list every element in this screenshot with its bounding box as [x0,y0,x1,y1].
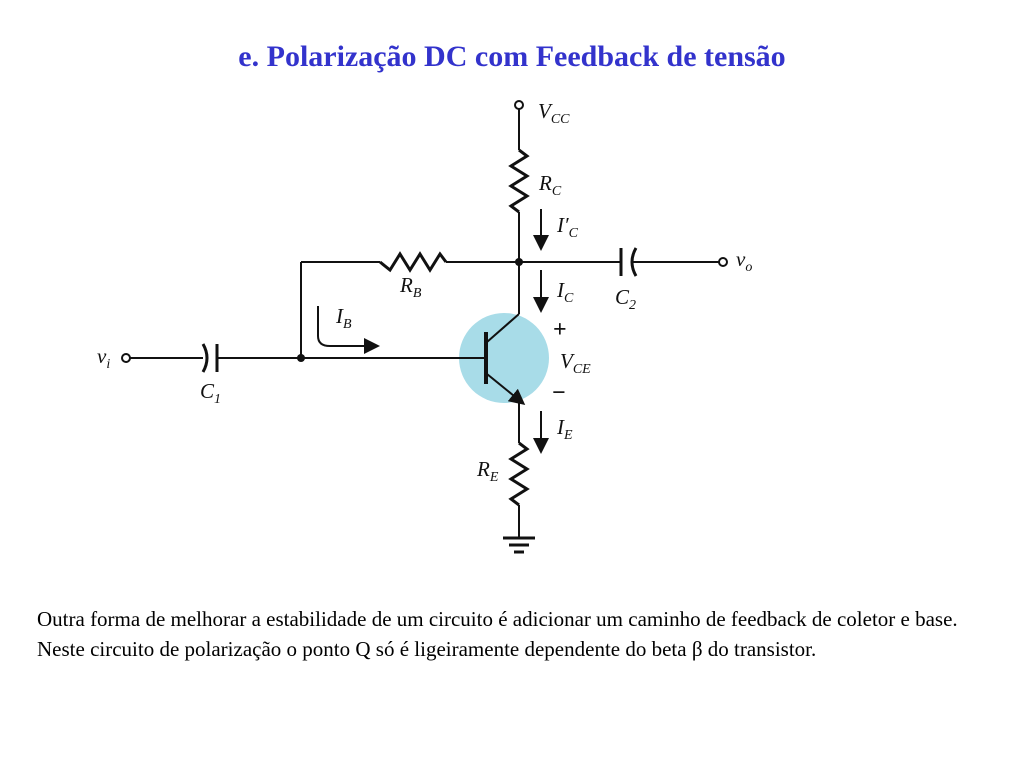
re-resistor [511,443,527,505]
vi-terminal [122,354,130,362]
vce-plus-sign: + [553,317,567,343]
c1-label: C1 [200,379,222,407]
base-junction-dot [297,354,305,362]
rc-label: RC [539,171,562,199]
vce-label: VCE [560,349,591,377]
rb-label: RB [400,273,422,301]
ib-label: IB [336,304,352,332]
vo-terminal [719,258,727,266]
collector-junction-dot [515,258,523,266]
vi-label: vi [97,344,111,372]
body-paragraph: Outra forma de melhorar a estabilidade de um circuito é adicionar um caminho de feedback de coletor e base. Neste circuito de polarização o ponto Q só é ligeiramente dependente do beta β do transistor. [37,607,958,661]
c2-label: C2 [615,285,637,313]
ic-label: IC [557,278,574,306]
vcc-label: VCC [538,99,570,127]
vcc-terminal [515,101,523,109]
vce-minus-sign: − [552,380,566,406]
ie-label: IE [557,415,573,443]
c1-plate-left [203,344,207,372]
ic-prime-label: I′C [557,213,578,241]
vo-label: vo [736,247,753,275]
rb-resistor [380,254,446,270]
re-label: RE [477,457,499,485]
ground-icon [503,538,535,552]
slide-title: e. Polarização DC com Feedback de tensão [238,40,786,73]
rc-resistor [511,150,527,212]
